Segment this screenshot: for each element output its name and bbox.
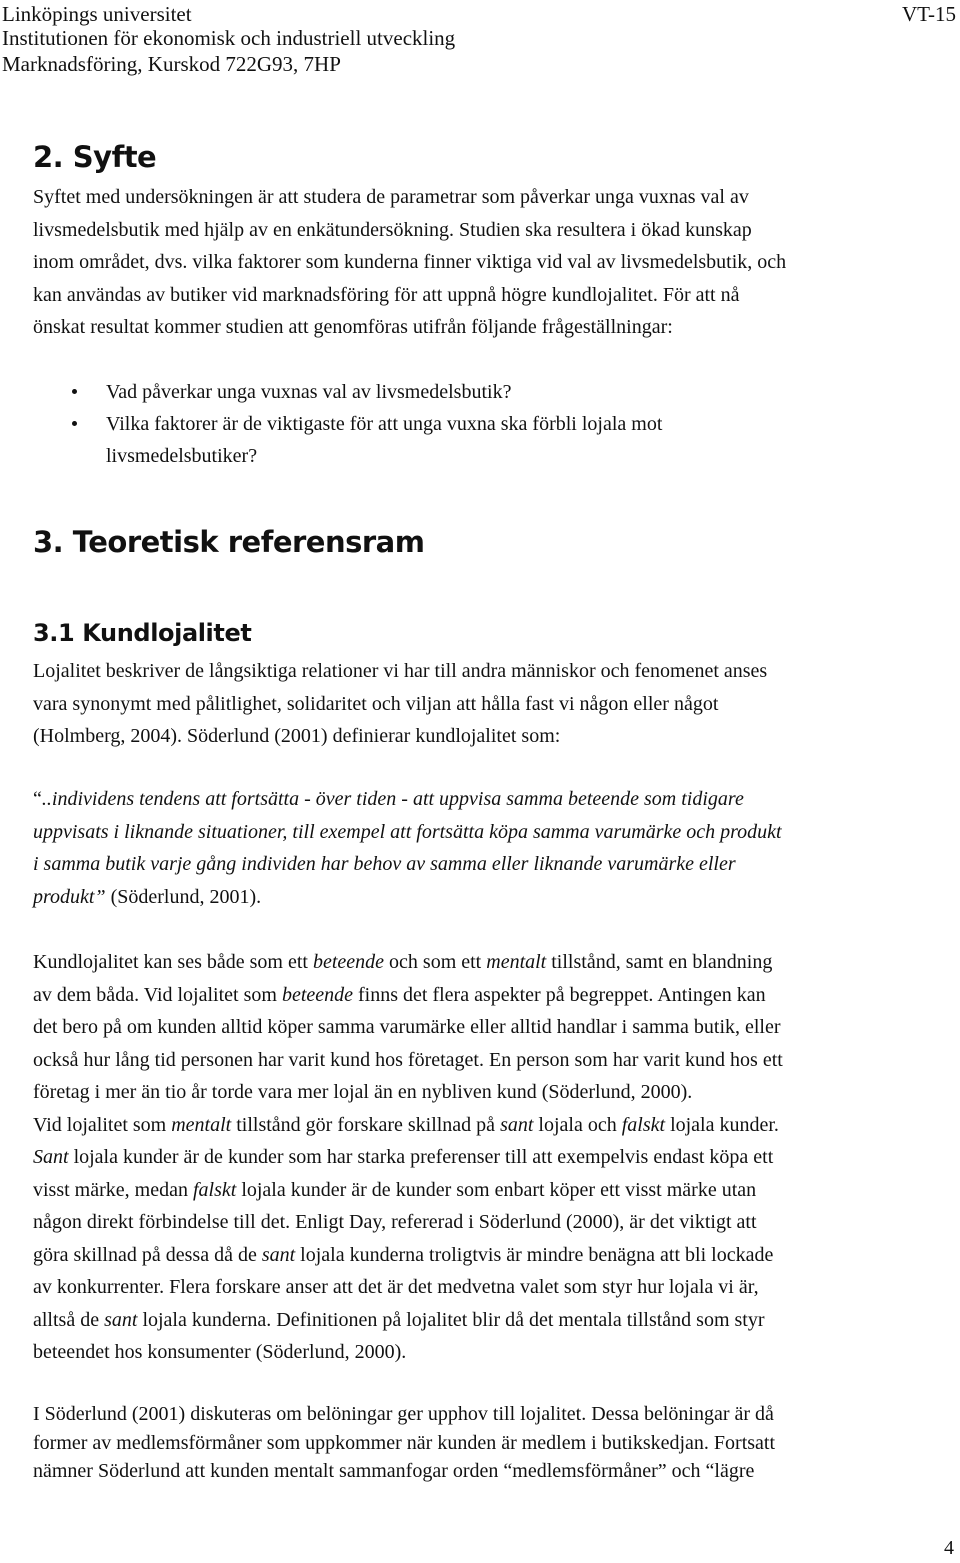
text-line: det bero på om kunden alltid köper samma varumärke eller alltid handlar i samma butik, eller [33,1016,781,1038]
text-line: Lojalitet beskriver de långsiktiga relationer vi har till andra människor och fenomenet anses [33,660,768,682]
text-line: vara synonymt med pålitlighet, solidaritet och viljan att hålla fast vi någon eller något [33,692,719,715]
subsection-heading-kundlojalitet: 3.1 Kundlojalitet [33,619,252,647]
text-line: visst märke, medan falskt lojala kunder är de kunder som enbart köper ett visst märke utan [33,1178,757,1201]
definition-quote [33,783,953,913]
section-heading-syfte: 2. Syfte [33,140,157,174]
text-line: Syftet med undersökningen är att studera de parametrar som påverkar unga vuxnas val av [33,186,749,208]
text-line: också hur lång tid personen har varit kund hos företaget. En person som har varit kund hos ett [33,1048,783,1071]
paragraph-beloningar [33,1400,953,1486]
text-line: Sant lojala kunder är de kunder som har starka preferenser till att exempelvis endast köpa ett [33,1146,774,1168]
text-line: I Söderlund (2001) diskuteras om belöningar ger upphov till lojalitet. Dessa belöningar är då [33,1403,774,1425]
bullet-icon [72,389,77,394]
page-number: 4 [944,1537,954,1559]
text-line: göra skillnad på dessa då de sant lojala kunderna troligtvis är mindre benägna att bli lockade [33,1243,774,1266]
question-list [72,376,952,472]
header-term: VT-15 [901,2,956,26]
header-university: Linköpings universitet [2,2,192,26]
text-line: kan användas av butiker vid marknadsföring för att uppnå högre kundlojalitet. För att nå [33,283,740,306]
text-line: alltså de sant lojala kunderna. Definitionen på lojalitet blir då det mentala tillstånd som styr [33,1308,765,1331]
text-line: nämner Söderlund att kunden mentalt sammanfogar orden “medlemsförmåner” och “lägre [33,1460,755,1482]
paragraph-kundlojalitet [33,655,953,753]
paragraph-syfte [33,181,953,344]
quote-line [33,783,953,816]
text-line: inom området, dvs. vilka faktorer som kunderna finner viktiga vid val av livsmedelsbutik, och [33,251,787,273]
quote-line [33,816,953,849]
quote-text: i samma butik varje gång individen har behov av samma eller liknande varumärke eller [33,853,736,875]
quote-text: produkt” [33,885,106,908]
paragraph-lojalitet-typer [33,946,953,1369]
text-line: former av medlemsförmåner som uppkommer när kunden är medlem i butikskedjan. Fortsatt [33,1431,776,1454]
header-institution: Institutionen för ekonomisk och industriell utveckling [2,26,456,50]
question-text-cont: livsmedelsbutiker? [106,445,258,467]
question-text: Vilka faktorer är de viktigaste för att unga vuxna ska förbli lojala mot [106,413,663,435]
header-course: Marknadsföring, Kurskod 722G93, 7HP [2,52,341,76]
text-line: beteendet hos konsumenter (Söderlund, 2000). [33,1341,407,1363]
text-line: Vid lojalitet som mentalt tillstånd gör forskare skillnad på sant lojala och falskt lojala kunder. [33,1113,779,1136]
quote-reference: (Söderlund, 2001). [105,885,262,908]
bullet-icon [72,421,77,426]
text-line: Kundlojalitet kan ses både som ett beteende och som ett mentalt tillstånd, samt en blandning [33,951,773,973]
quote-line [33,881,953,914]
text-line: (Holmberg, 2004). Söderlund (2001) definierar kundlojalitet som: [33,725,561,747]
text-line: av konkurrenter. Flera forskare anser att det är det medvetna valet som styr hur lojala vi är, [33,1276,759,1298]
section-heading-teoretisk: 3. Teoretisk referensram [33,525,425,559]
text-line: någon direkt förbindelse till det. Enligt Day, refererad i Söderlund (2000), är det viktigt att [33,1211,757,1233]
quote-text: uppvisats i liknande situationer, till exempel att fortsätta köpa samma varumärke och produkt [33,820,782,843]
quote-line [33,848,953,881]
quote-text: ..individens tendens att fortsätta - över tiden - att uppvisa samma beteende som tidigare [41,788,744,810]
list-item [72,376,952,408]
quote-open: “ [33,788,42,810]
text-line: önskat resultat kommer studien att genomföras utifrån följande frågeställningar: [33,316,673,338]
text-line: livsmedelsbutik med hjälp av en enkätundersökning. Studien ska resultera i ökad kunskap [33,218,752,241]
text-line: av dem båda. Vid lojalitet som beteende finns det flera aspekter på begreppet. Antingen kan [33,983,766,1006]
question-text: Vad påverkar unga vuxnas val av livsmedelsbutik? [106,381,512,403]
text-line: företag i mer än tio år torde vara mer lojal än en nybliven kund (Söderlund, 2000). [33,1081,693,1103]
list-item [72,408,952,472]
